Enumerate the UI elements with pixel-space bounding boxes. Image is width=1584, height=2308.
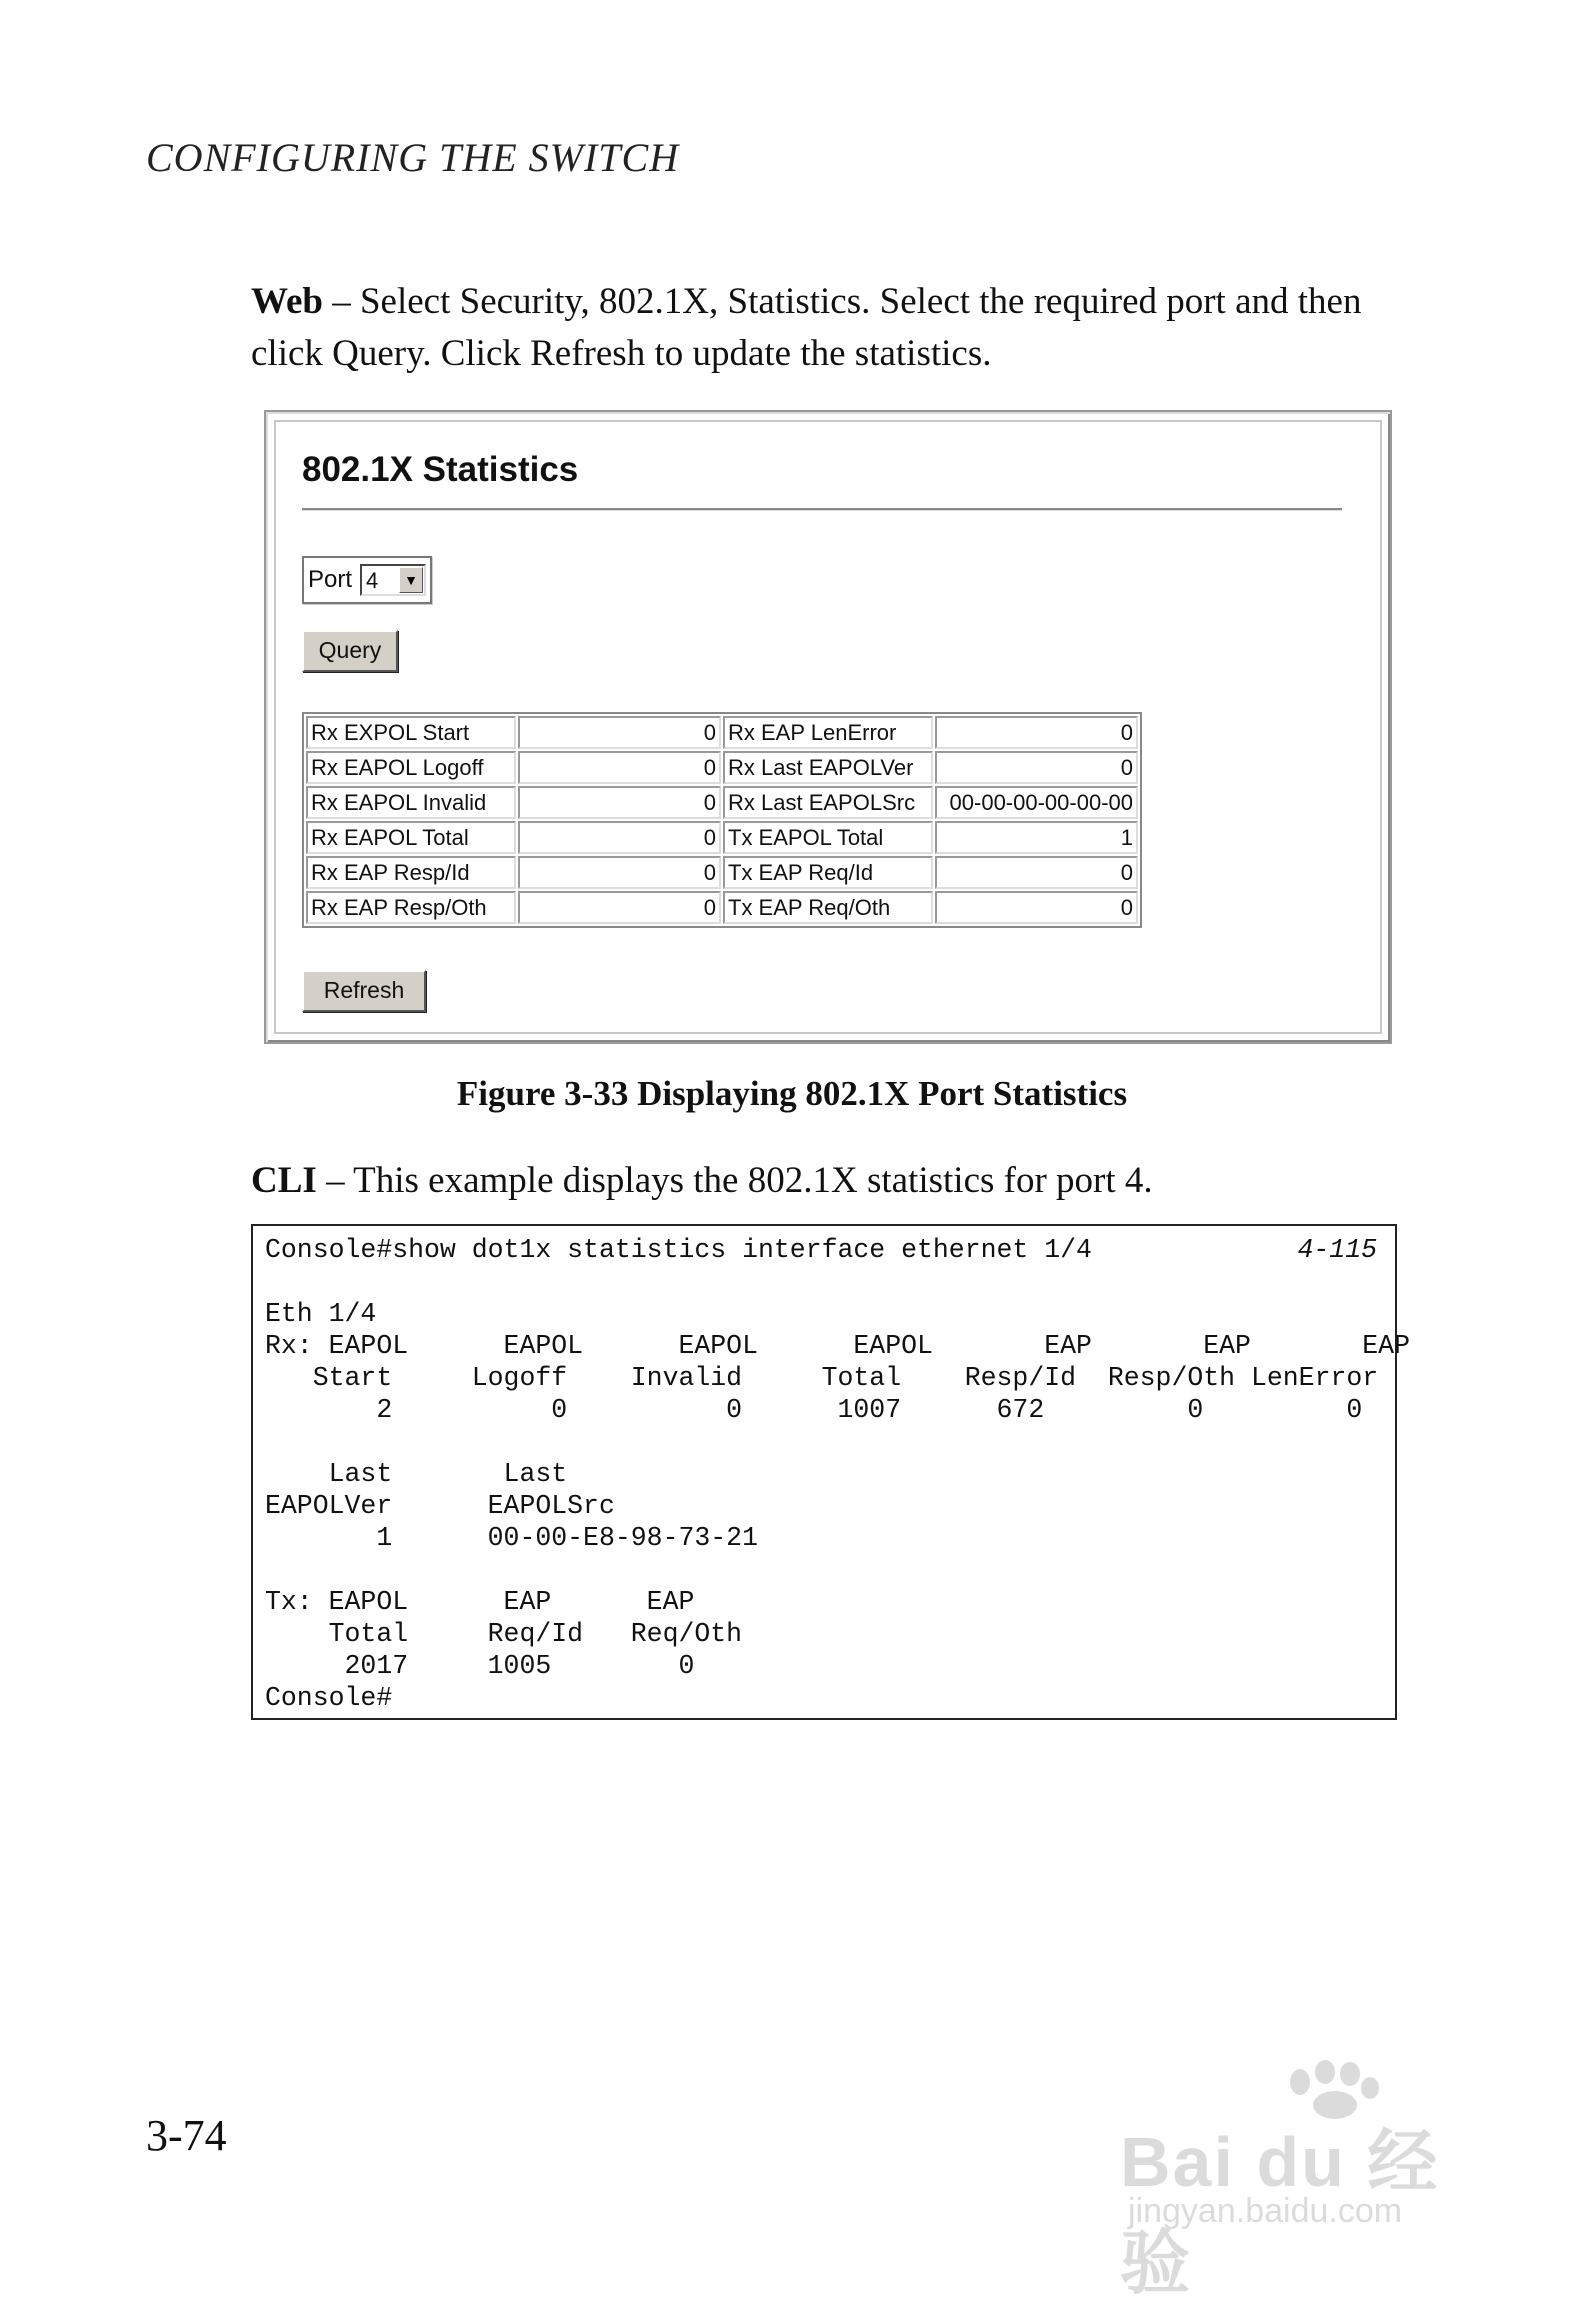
stat-value: 00-00-00-00-00-00	[935, 786, 1138, 819]
stat-label: Rx EAP Resp/Id	[306, 856, 516, 889]
stat-label: Rx EAP LenError	[723, 716, 933, 749]
stat-value: 0	[518, 821, 721, 854]
table-row	[306, 856, 1138, 889]
stat-value: 0	[935, 891, 1138, 924]
query-button[interactable]: Query	[302, 630, 398, 672]
stat-label: Rx EAP Resp/Oth	[306, 891, 516, 924]
statistics-table	[302, 712, 1142, 928]
stat-value: 0	[518, 856, 721, 889]
stat-value: 0	[518, 751, 721, 784]
stat-label: Tx EAP Req/Oth	[723, 891, 933, 924]
stat-label: Rx EAPOL Invalid	[306, 786, 516, 819]
stat-label: Tx EAPOL Total	[723, 821, 933, 854]
web-instructions	[251, 276, 1401, 380]
stat-label: Tx EAP Req/Id	[723, 856, 933, 889]
page-number: 3-74	[146, 2111, 227, 2160]
running-header: CONFIGURING THE SWITCH	[146, 135, 680, 180]
table-row	[306, 821, 1138, 854]
port-label: Port	[308, 566, 353, 593]
figure-panel	[274, 420, 1382, 1034]
table-row	[306, 716, 1138, 749]
stat-value: 0	[518, 891, 721, 924]
cli-instructions	[251, 1155, 1401, 1207]
title-divider	[302, 508, 1342, 511]
stat-label: Rx Last EAPOLSrc	[723, 786, 933, 819]
table-row	[306, 751, 1138, 784]
cli-example-box	[251, 1224, 1410, 1720]
watermark	[1120, 2060, 1510, 2302]
table-row	[306, 891, 1138, 924]
stat-value: 0	[518, 716, 721, 749]
stat-value: 0	[935, 856, 1138, 889]
web-label: Web	[251, 281, 323, 322]
web-instructions-text: – Select Security, 802.1X, Statistics. Select the required port and then click Query. Click Refresh to update the statistics.	[251, 281, 1362, 374]
figure-caption: Figure 3-33 Displaying 802.1X Port Statistics	[456, 1074, 1128, 1113]
port-selector	[302, 556, 432, 604]
port-select[interactable]	[360, 564, 426, 596]
cli-instructions-text: – This example displays the 802.1X statistics for port 4.	[316, 1160, 1153, 1201]
cli-command-reference: 4-115	[1297, 1235, 1377, 1265]
page-title: 802.1X Statistics	[302, 450, 579, 489]
cli-label: CLI	[251, 1160, 317, 1201]
stat-value: 0	[935, 716, 1138, 749]
port-selected-value: 4	[366, 568, 379, 593]
figure-screenshot	[264, 410, 1392, 1044]
watermark-url: jingyan.baidu.com	[1128, 2192, 1403, 2230]
refresh-button[interactable]: Refresh	[302, 970, 426, 1012]
chevron-down-icon[interactable]: ▼	[399, 567, 423, 593]
cli-output: Console#show dot1x statistics interface ethernet 1/4 Eth 1/4 Rx: EAPOL EAPOL EAPOL EAPOL EAP EAP EAP Start Logoff Invalid Total Resp/Id Resp/Oth LenError 2 0 0 1007 672 0 0 Last Last EAPOLVer EAPOLSrc 1 00-00-E8-98-73-21 Tx: EAPOL EAP EAP Total Req/Id Req/Oth 2017 1005 0 Console#	[265, 1235, 1410, 1713]
stat-label: Rx EAPOL Total	[306, 821, 516, 854]
table-row	[306, 786, 1138, 819]
stat-value: 0	[518, 786, 721, 819]
stat-label: Rx EXPOL Start	[306, 716, 516, 749]
stat-value: 1	[935, 821, 1138, 854]
stat-label: Rx EAPOL Logoff	[306, 751, 516, 784]
stat-label: Rx Last EAPOLVer	[723, 751, 933, 784]
stat-value: 0	[935, 751, 1138, 784]
watermark-logo: Bai du 经验	[1120, 2123, 1440, 2302]
